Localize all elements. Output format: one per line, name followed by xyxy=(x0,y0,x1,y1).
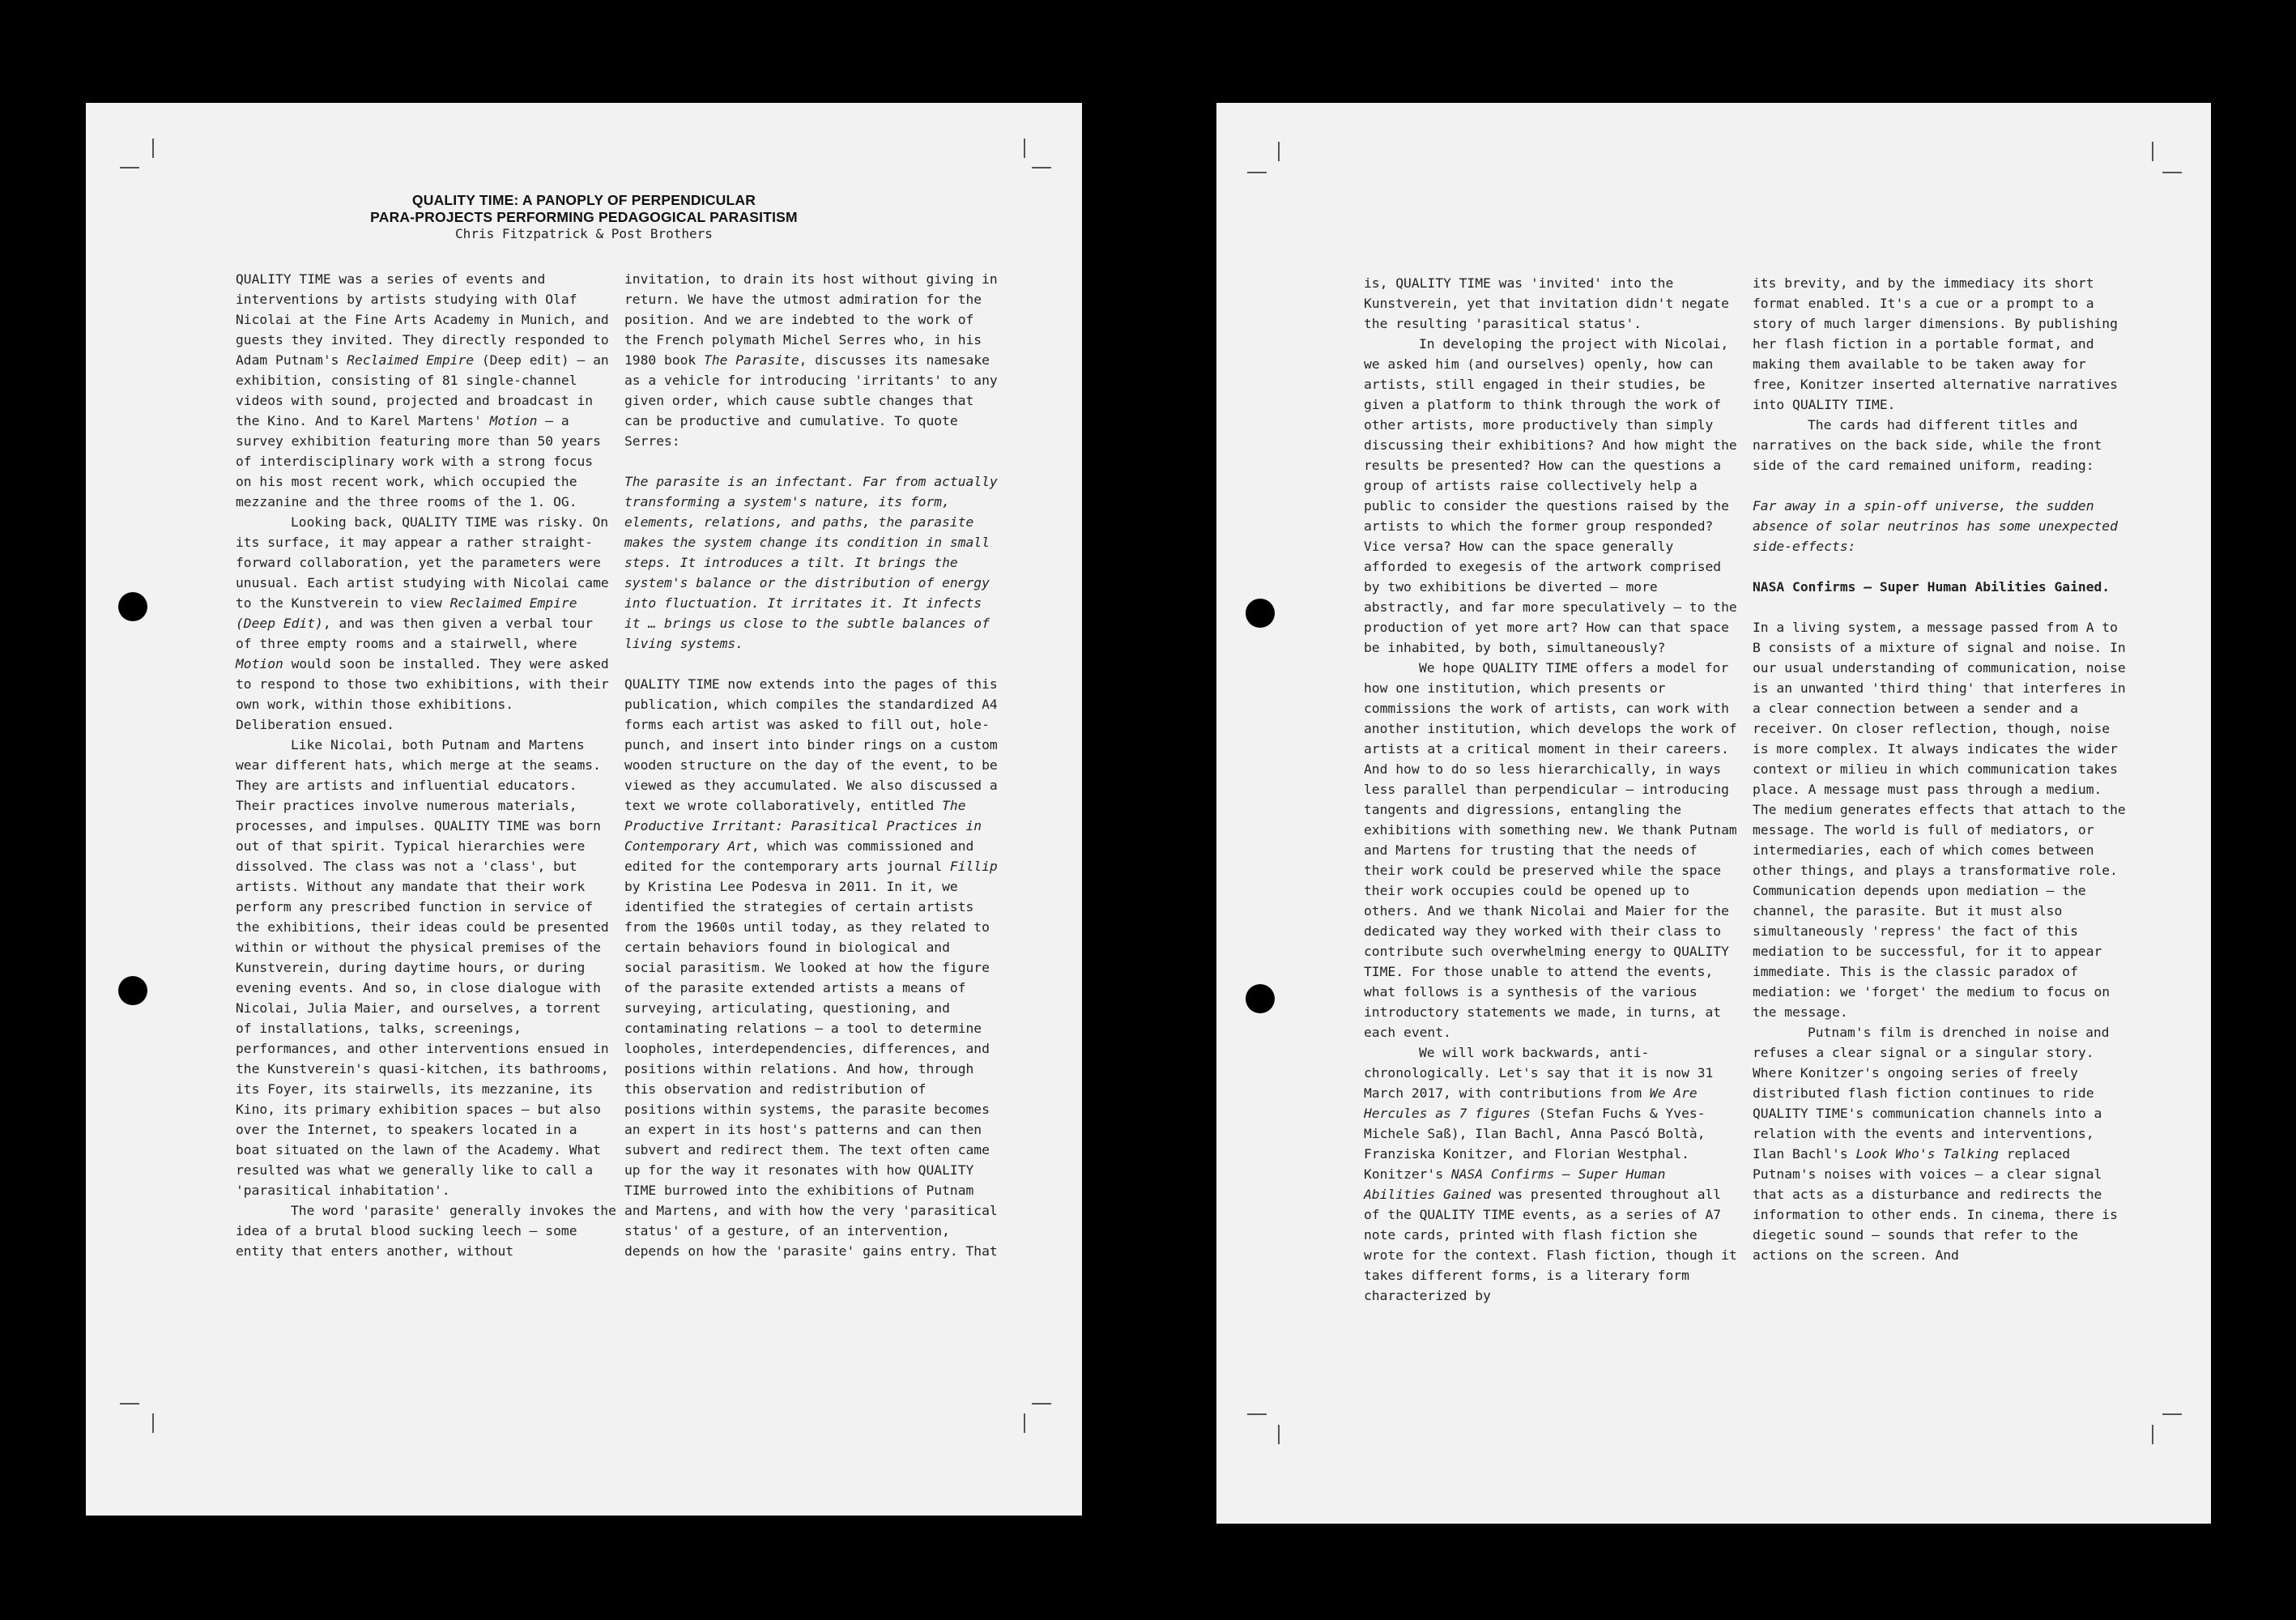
crop-mark xyxy=(2152,1425,2153,1444)
paragraph: invitation, to drain its host without giving in return. We have the utmost admiration for the position. And we are indebted to the work of the French polymath Michel Serres who, in his 1980 book The Parasite, discusses its namesake as a vehicle for introducing 'irritants' to any given order, which cause subtle changes that can be productive and cumulative. To quote Serres: xyxy=(624,271,998,449)
crop-mark xyxy=(120,167,139,168)
crop-mark xyxy=(1024,1413,1025,1433)
paragraph: QUALITY TIME was a series of events and interventions by artists studying with Olaf Nicolai at the Fine Arts Academy in Munich, and guests they invited. They directly responded to Adam Putnam's Reclaimed Empire (Deep edit) – an exhibition, consisting of 81 single-channel videos with sound, projected and broadcast in the Kino. And to Karel Martens' Motion – a survey exhibition featuring more than 50 years of interdisciplinary work with a strong focus on his most recent work, which occupied the mezzanine and the three rooms of the 1. OG. xyxy=(236,271,609,509)
crop-mark xyxy=(2152,142,2153,161)
card-heading: NASA Confirms – Super Human Abilities Gained. xyxy=(1753,579,2111,595)
punch-hole xyxy=(1246,599,1275,628)
paragraph: We will work backwards, anti-chronologically. Let's say that it is now 31 March 2017, with contributions from We Are Hercules as 7 figures (Stefan Fuchs & Yves-Michele Saß), Ilan Bachl, Anna Pascó Boltà, Franziska Konitzer, and Florian Westphal. Konitzer's NASA Confirms – Super Human Abilities Gained was presented throughout all of the QUALITY TIME events, as a series of A7 note cards, printed with flash fiction she wrote for the context. Flash fiction, though it takes different forms, is a literary form characterized by xyxy=(1364,1045,1737,1303)
right-page-column-1 xyxy=(1364,273,1744,1306)
block-quote: The parasite is an infectant. Far from actually transforming a system's nature, its form, elements, relations, and paths, the parasite makes the system change its condition in small steps. It introduces a tilt. It brings the system's balance or the distribution of energy into fluctuation. It irritates it. It infects it … brings us close to the subtle balances of living systems. xyxy=(624,474,998,651)
crop-mark xyxy=(2162,172,2182,173)
paragraph: Putnam's film is drenched in noise and refuses a clear signal or a singular story. Where Konitzer's ongoing series of freely distributed flash fiction continues to ride QUALITY TIME's communication channels into a relation with the events and interventions, Ilan Bachl's Look Who's Talking replaced Putnam's noises with voices – a clear signal that acts as a disturbance and redirects the information to other ends. In cinema, there is diegetic sound – sounds that refer to the actions on the screen. And xyxy=(1753,1025,2118,1263)
crop-mark xyxy=(1247,172,1267,173)
left-page xyxy=(86,103,1082,1516)
crop-mark xyxy=(1032,1403,1051,1405)
article-title-line-1: QUALITY TIME: A PANOPLY OF PERPENDICULAR xyxy=(411,192,756,208)
crop-mark xyxy=(1278,142,1280,161)
left-page-column-1 xyxy=(236,269,616,1261)
article-header xyxy=(86,192,1082,242)
paragraph: QUALITY TIME now extends into the pages of this publication, which compiles the standardized A4 forms each artist was asked to fill out, hole-punch, and insert into binder rings on a custom wooden structure on the day of the event, to be viewed as they accumulated. We also discussed a text we wrote collaboratively, entitled The Productive Irritant: Parasitical Practices in Contemporary Art, which was commissioned and edited for the contemporary arts journal Fillip by Kristina Lee Podesva in 2011. In it, we identified the strategies of certain artists from the 1960s until today, as they related to certain behaviors found in biological and social parasitism. We looked at how the figure of the parasite extended artists a means of surveying, articulating, questioning, and contaminating relations – a tool to determine loopholes, interdependencies, differences, and positions within relations. And how, through this observation and redistribution of positions within systems, the parasite becomes an expert in its host's patterns and can then subvert and redirect them. The text often came up for the way it resonates with how QUALITY TIME burrowed into the exhibitions of Putnam and Martens, and with how the very 'parasitical status' of a gesture, of an intervention, depends on how the 'parasite' gains entry. That xyxy=(624,676,998,1259)
punch-hole xyxy=(118,976,147,1005)
punch-hole xyxy=(1246,984,1275,1013)
punch-hole xyxy=(118,592,147,621)
crop-mark xyxy=(1278,1425,1280,1444)
paragraph: Looking back, QUALITY TIME was risky. On its surface, it may appear a rather straight-forward collaboration, yet the parameters were unusual. Each artist studying with Nicolai came to the Kunstverein to view Reclaimed Empire (Deep Edit), and was then given a verbal tour of three empty rooms and a stairwell, where Motion would soon be installed. They were asked to respond to those two exhibitions, with their own work, within those exhibitions. Deliberation ensued. xyxy=(236,514,609,732)
paragraph: is, QUALITY TIME was 'invited' into the Kunstverein, yet that invitation didn't negate the resulting 'parasitical status'. xyxy=(1364,275,1729,331)
crop-mark xyxy=(120,1403,139,1405)
right-page xyxy=(1216,103,2211,1524)
paragraph: We hope QUALITY TIME offers a model for how one institution, which presents or commissions the work of artists, can work with another institution, which develops the work of artists at a critical moment in their careers. And how to do so less hierarchically, in ways less parallel than perpendicular – introducing tangents and digressions, entangling the exhibitions with something new. We thank Putnam and Martens for trusting that the needs of their work could be preserved while the space their work occupies could be opened up to others. And we thank Nicolai and Maier for the dedicated way they worked with their class to contribute such overwhelming energy to QUALITY TIME. For those unable to attend the events, what follows is a synthesis of the various introductory statements we made, in turns, at each event. xyxy=(1364,660,1737,1040)
paragraph: The cards had different titles and narratives on the back side, while the front side of the card remained uniform, reading: xyxy=(1753,417,2102,473)
crop-mark xyxy=(152,139,154,158)
article-title-line-2: PARA-PROJECTS PERFORMING PEDAGOGICAL PARASITISM xyxy=(370,209,798,225)
crop-mark xyxy=(1032,167,1051,168)
paragraph: The word 'parasite' generally invokes the idea of a brutal blood sucking leech – some entity that enters another, without xyxy=(236,1203,616,1259)
paragraph: In a living system, a message passed from A to B consists of a mixture of signal and noise. In our usual understanding of communication, noise is an unwanted 'third thing' that interferes in a clear connection between a sender and a receiver. On closer reflection, though, noise is more complex. It always indicates the wider context or milieu in which communication takes place. A message must pass through a medium. The medium generates effects that attach to the message. The world is full of mediators, or intermediaries, each of which comes between other things, and plays a transformative role. Communication depends upon mediation – the channel, the parasite. But it must also simultaneously 'repress' the fact of this mediation to be successful, for it to appear immediate. This is the classic paradox of mediation: we 'forget' the medium to focus on the message. xyxy=(1753,620,2126,1020)
crop-mark xyxy=(2162,1413,2182,1415)
crop-mark xyxy=(152,1413,154,1433)
right-page-column-2 xyxy=(1753,273,2133,1265)
crop-mark xyxy=(1247,1413,1267,1415)
paragraph: its brevity, and by the immediacy its short format enabled. It's a cue or a prompt to a story of much larger dimensions. By publishing her flash fiction in a portable format, and making them available to be taken away for free, Konitzer inserted alternative narratives into QUALITY TIME. xyxy=(1753,275,2118,412)
block-quote: Far away in a spin-off universe, the sudden absence of solar neutrinos has some unexpected side-effects: xyxy=(1753,498,2118,554)
article-authors: Chris Fitzpatrick & Post Brothers xyxy=(455,226,713,241)
crop-mark xyxy=(1024,139,1025,158)
paragraph: Like Nicolai, both Putnam and Martens wear different hats, which merge at the seams. They are artists and influential educators. Their practices involve numerous materials, processes, and impulses. QUALITY TIME was born out of that spirit. Typical hierarchies were dissolved. The class was not a 'class', but artists. Without any mandate that their work perform any prescribed function in service of the exhibitions, their ideas could be presented within or without the physical premises of the Kunstverein, during daytime hours, or during evening events. And so, in close dialogue with Nicolai, Julia Maier, and ourselves, a torrent of installations, talks, screenings, performances, and other interventions ensued in the Kunstverein's quasi-kitchen, its bathrooms, its Foyer, its stairwells, its mezzanine, its Kino, its primary exhibition spaces – but also over the Internet, to speakers located in a boat situated on the lawn of the Academy. What resulted was what we generally like to call a 'parasitical inhabitation'. xyxy=(236,737,609,1198)
paragraph: In developing the project with Nicolai, we asked him (and ourselves) openly, how can artists, still engaged in their studies, be given a platform to think through the work of other artists, more productively than simply discussing their exhibitions? And how might the results be presented? How can the questions a group of artists raise collectively help a public to consider the questions raised by the artists to which the former group responded? Vice versa? How can the space generally afforded to exegesis of the artwork comprised by two exhibitions be diverted – more abstractly, and far more speculatively – to the production of yet more art? How can that space be inhabited, by both, simultaneously? xyxy=(1364,336,1737,655)
left-page-column-2 xyxy=(624,269,1005,1261)
